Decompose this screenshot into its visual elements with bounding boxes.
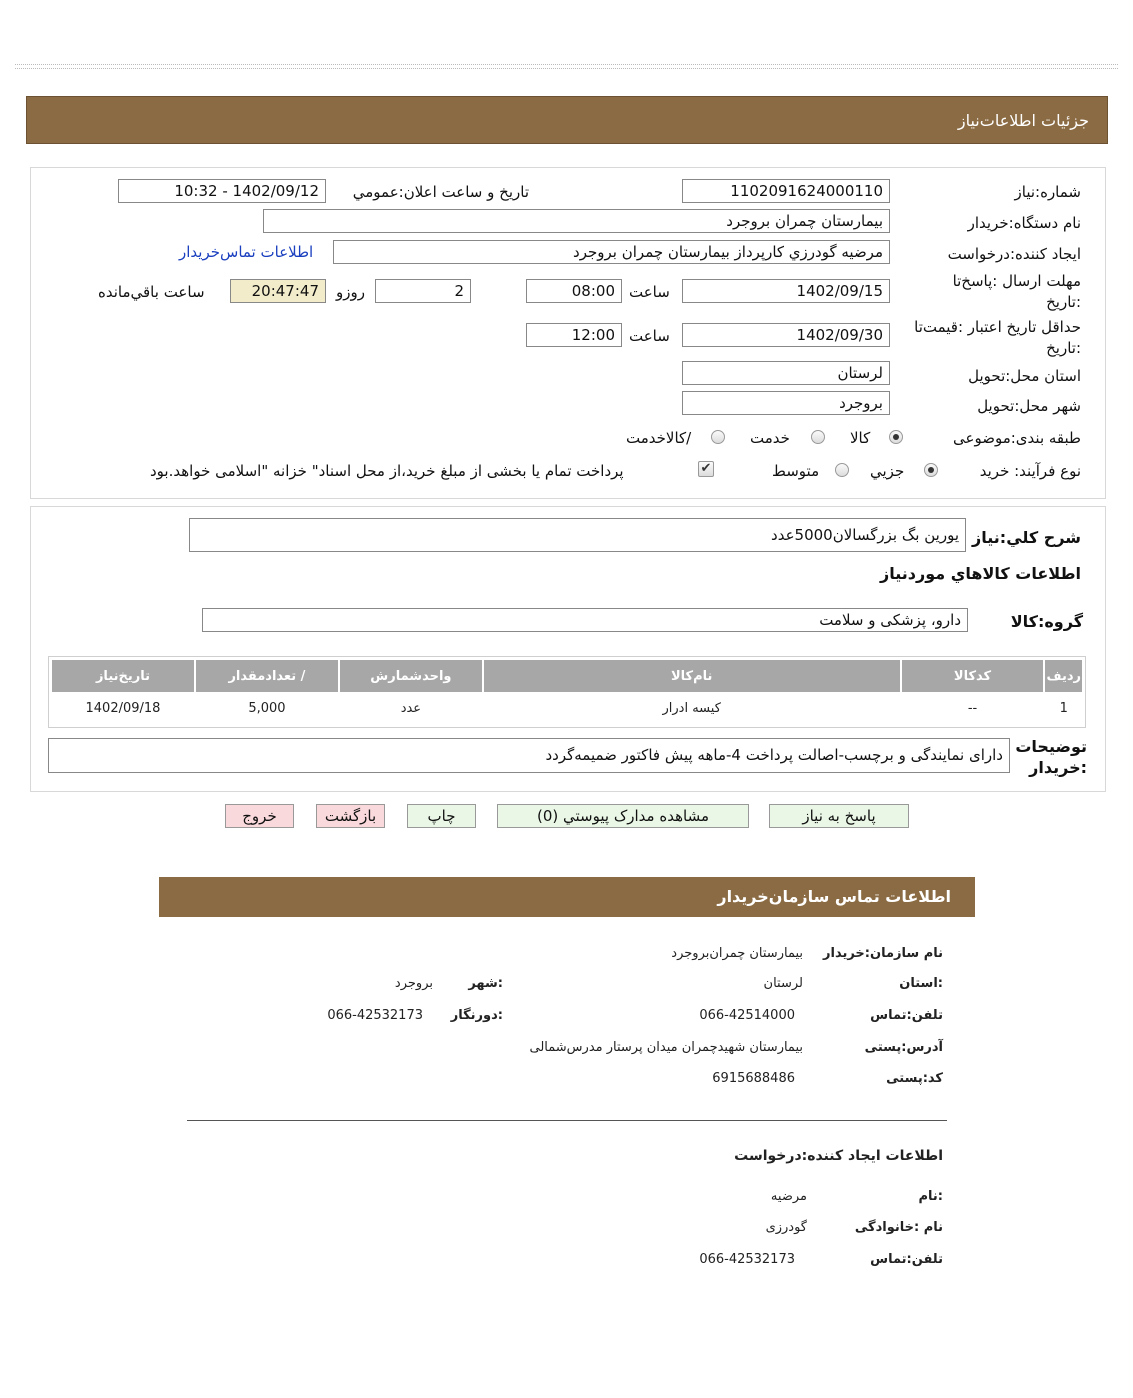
contact-province-label: :استان (899, 976, 943, 991)
deadline-label-line2: :تاريخ (1046, 293, 1081, 311)
process-label: نوع فرآيند: خريد (979, 462, 1081, 480)
creator-field[interactable]: مرضيه گودرزي کارپرداز بيمارستان چمران بروجرد (333, 240, 890, 264)
days-label: روزو (336, 283, 365, 301)
category-option-goods: کالا (850, 429, 871, 447)
contact-phone-value: 066-42514000 (699, 1008, 795, 1023)
validity-time-field[interactable]: 12:00 (526, 323, 622, 347)
contact-divider (187, 1120, 947, 1121)
page-header (26, 96, 1108, 144)
buyer-label: نام دستگاه:خريدار (967, 214, 1081, 232)
contact-address-value: بیمارستان شهیدچمران میدان پرستار مدرس‌شمالی (529, 1040, 803, 1055)
category-label: طبقه بندی:موضوعی (953, 429, 1081, 447)
days-field[interactable]: 2 (375, 279, 471, 303)
process-radio-minor[interactable] (924, 463, 938, 477)
cell-quantity: 5,000 (248, 700, 286, 716)
buyer-notes-label-line2: :خريدار (1029, 758, 1087, 777)
cell-code: -- (967, 700, 978, 716)
province-label: استان محل:تحويل (968, 367, 1081, 385)
category-option-goods-service: /کالاخدمت (626, 429, 692, 447)
category-radio-service[interactable] (811, 430, 825, 444)
contact-city-label: :شهر (468, 976, 503, 991)
validity-label-line1: حداقل تاريخ اعتبار :قيمت‌تا (914, 318, 1081, 336)
contact-header (159, 877, 975, 917)
process-option-medium: متوسط (772, 462, 820, 480)
creator-phone-value: 066-42532173 (699, 1252, 795, 1267)
creator-name-value: مرضیه (770, 1189, 807, 1204)
need-number-field[interactable]: 1102091624000110 (682, 179, 890, 203)
buyer-notes-label-line1: توضيحات (1015, 737, 1087, 756)
deadline-label-line1: مهلت ارسال :پاسخ‌تا (952, 272, 1081, 290)
general-description-label: شرح کلي:نياز (972, 528, 1081, 547)
contact-org-value: بیمارستان چمران‌بروجرد (671, 946, 803, 961)
buyer-field[interactable]: بيمارستان چمران بروجرد (263, 209, 890, 233)
page-title: جزئيات اطلاعات‌نیاز (957, 111, 1089, 130)
reply-button[interactable]: پاسخ به نياز (769, 804, 909, 828)
print-button[interactable]: چاپ (407, 804, 476, 828)
back-button[interactable]: بازگشت (316, 804, 385, 828)
exit-button[interactable]: خروج (225, 804, 294, 828)
contact-fax-label: :دورنگار (450, 1008, 503, 1023)
col-header-unit: واحدشمارش (340, 660, 482, 692)
cell-unit: عدد (400, 700, 422, 716)
need-number-label: شماره:نياز (1014, 183, 1081, 201)
goods-table (50, 658, 1084, 724)
process-option-minor: جزيي (870, 462, 905, 480)
remaining-label: ساعت باقي‌مانده (98, 283, 205, 301)
process-radio-medium[interactable] (835, 463, 849, 477)
contact-address-label: آدرس:پستی (864, 1040, 943, 1055)
contact-postal-value: 6915688486 (712, 1071, 795, 1086)
cell-row-no: 1 (1059, 700, 1068, 716)
top-divider (15, 64, 1118, 69)
buyer-notes-field[interactable]: دارای نمایندگی و برچسب-اصالت پرداخت 4-ماهه پیش فاکتور ضمیمه‌گردد (48, 738, 1010, 773)
goods-table-header-row (52, 660, 1082, 692)
contact-fax-value: 066-42532173 (327, 1008, 423, 1023)
col-header-code: کدکالا (902, 660, 1044, 692)
validity-label-line2: :تاريخ (1046, 339, 1081, 357)
col-header-quantity: / تعدادمقدار (196, 660, 338, 692)
col-header-row-no: رديف (1045, 660, 1082, 692)
deadline-date-field[interactable]: 1402/09/15 (682, 279, 890, 303)
city-label: شهر محل:تحويل (977, 397, 1081, 415)
deadline-time-field[interactable]: 08:00 (526, 279, 622, 303)
col-header-date: تاريخ‌نياز (52, 660, 194, 692)
creator-phone-label: تلفن:تماس (870, 1252, 943, 1267)
category-option-service: خدمت (750, 429, 790, 447)
cell-date: 1402/09/18 (85, 700, 161, 716)
validity-date-field[interactable]: 1402/09/30 (682, 323, 890, 347)
buyer-contact-link[interactable]: اطلاعات تماس‌خريدار (179, 243, 314, 261)
col-header-name: نام‌کالا (484, 660, 900, 692)
contact-org-label: نام سازمان:خريدار (823, 946, 943, 961)
city-field[interactable]: بروجرد (682, 391, 890, 415)
remaining-time-field: 20:47:47 (230, 279, 326, 303)
creator-info-title: اطلاعات ایجاد کننده:درخواست (734, 1148, 943, 1164)
contact-title: اطلاعات تماس سازمان‌خريدار (717, 887, 951, 906)
category-radio-goods-service[interactable] (711, 430, 725, 444)
cell-name: کيسه ادرار (662, 700, 721, 716)
contact-postal-label: کد:پستی (886, 1071, 943, 1086)
contact-province-value: لرستان (763, 976, 803, 991)
deadline-hour-label: ساعت (629, 283, 670, 301)
creator-family-label: نام :خانوادگی (854, 1220, 943, 1235)
category-radio-goods[interactable] (889, 430, 903, 444)
attachments-button[interactable]: مشاهده مدارک پيوستي (0) (497, 804, 749, 828)
goods-group-label: گروه:کالا (1010, 612, 1083, 631)
validity-hour-label: ساعت (629, 327, 670, 345)
creator-name-label: :نام (918, 1189, 943, 1204)
province-field[interactable]: لرستان (682, 361, 890, 385)
goods-group-field[interactable]: دارو، پزشکی و سلامت (202, 608, 968, 632)
creator-label: ايجاد کننده:درخواست (947, 245, 1081, 263)
general-description-field[interactable]: یورین بگ بزرگسالان5000عدد (189, 518, 966, 552)
treasury-payment-checkbox[interactable]: ✔ (698, 461, 714, 477)
treasury-payment-note: پرداخت تمام يا بخشی از مبلغ خريد،از محل اسناد" خزانه "اسلامی خواهد.بود (150, 462, 624, 480)
contact-phone-label: تلفن:تماس (870, 1008, 943, 1023)
required-goods-title: اطلاعات کالاهاي موردنياز (880, 564, 1081, 583)
creator-family-value: گودرزی (765, 1220, 807, 1235)
announce-field[interactable]: 1402/09/12 - 10:32 (118, 179, 326, 203)
contact-city-value: بروجرد (394, 976, 433, 991)
announce-label: تاريخ و ساعت اعلان:عمومي (352, 183, 529, 201)
table-row (52, 694, 1082, 722)
